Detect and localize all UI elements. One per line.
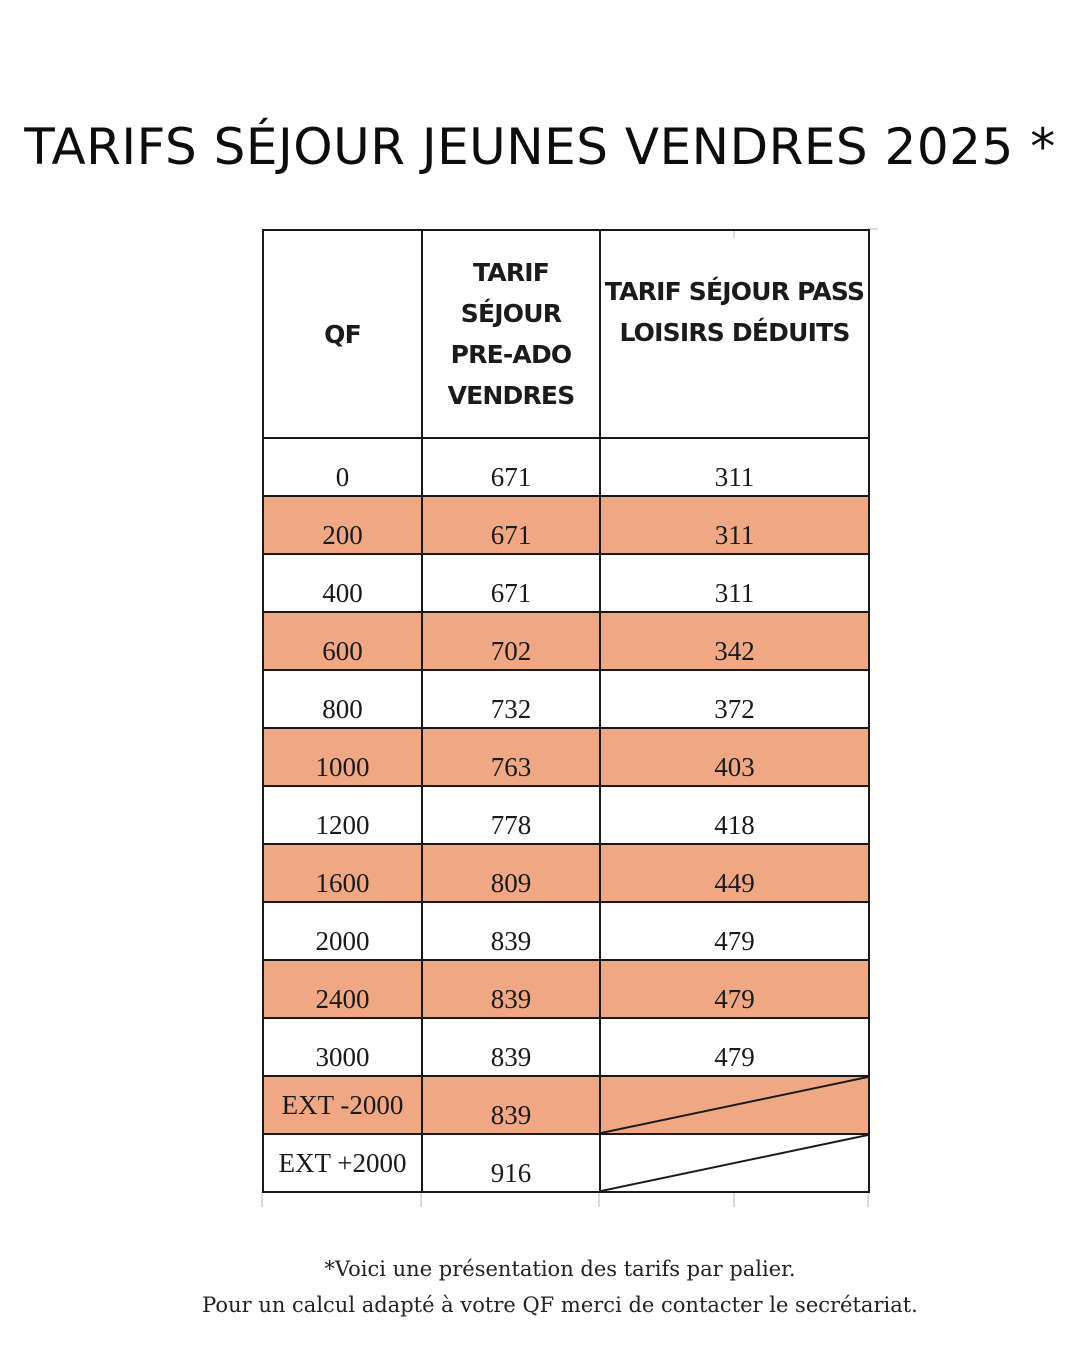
cell-qf: EXT +2000 xyxy=(263,1134,422,1192)
table-row xyxy=(263,438,869,496)
cell-qf: 2000 xyxy=(263,902,422,960)
table-row xyxy=(263,902,869,960)
table-row xyxy=(263,612,869,670)
cell-tarif: 839 xyxy=(422,960,600,1018)
cell-not-applicable xyxy=(600,1134,869,1192)
cell-qf: 400 xyxy=(263,554,422,612)
table-row xyxy=(263,844,869,902)
table-row xyxy=(263,1134,869,1192)
table-row xyxy=(263,670,869,728)
table-row xyxy=(263,554,869,612)
cell-pass-loisirs: 479 xyxy=(600,960,869,1018)
cell-pass-loisirs: 418 xyxy=(600,786,869,844)
table-row xyxy=(263,786,869,844)
cell-pass-loisirs: 403 xyxy=(600,728,869,786)
cell-pass-loisirs: 449 xyxy=(600,844,869,902)
cell-qf: 600 xyxy=(263,612,422,670)
cell-pass-loisirs: 479 xyxy=(600,902,869,960)
cell-tarif: 809 xyxy=(422,844,600,902)
cell-tarif: 916 xyxy=(422,1134,600,1192)
cell-qf: 800 xyxy=(263,670,422,728)
table-header-row xyxy=(263,230,869,438)
cell-tarif: 778 xyxy=(422,786,600,844)
cell-tarif: 839 xyxy=(422,902,600,960)
cell-qf: 3000 xyxy=(263,1018,422,1076)
cell-qf: 1600 xyxy=(263,844,422,902)
diagonal-strike xyxy=(601,1077,868,1133)
cell-pass-loisirs: 311 xyxy=(600,496,869,554)
table-row xyxy=(263,496,869,554)
cell-tarif: 763 xyxy=(422,728,600,786)
footnote-line-2: Pour un calcul adapté à votre QF merci de contacter le secrétariat. xyxy=(202,1293,918,1317)
cell-tarif: 671 xyxy=(422,496,600,554)
cell-pass-loisirs: 342 xyxy=(600,612,869,670)
table-row xyxy=(263,1076,869,1134)
cell-pass-loisirs: 479 xyxy=(600,1018,869,1076)
table-row xyxy=(263,728,869,786)
cell-qf: 2400 xyxy=(263,960,422,1018)
cell-tarif: 702 xyxy=(422,612,600,670)
cell-qf: 1200 xyxy=(263,786,422,844)
tarif-table xyxy=(262,229,870,1193)
cell-tarif: 671 xyxy=(422,554,600,612)
cell-pass-loisirs: 311 xyxy=(600,438,869,496)
header-tarif-sejour: TARIF SÉJOUR PRE-ADO VENDRES xyxy=(422,230,600,438)
cell-pass-loisirs: 372 xyxy=(600,670,869,728)
cell-qf: 1000 xyxy=(263,728,422,786)
footnote-line-1: *Voici une présentation des tarifs par palier. xyxy=(324,1257,796,1281)
diagonal-strike xyxy=(601,1135,868,1191)
cell-qf: EXT -2000 xyxy=(263,1076,422,1134)
cell-tarif: 671 xyxy=(422,438,600,496)
cell-qf: 0 xyxy=(263,438,422,496)
page-title: TARIFS SÉJOUR JEUNES VENDRES 2025 * xyxy=(24,118,1056,176)
cell-tarif: 732 xyxy=(422,670,600,728)
header-tarif-pass-loisirs: TARIF SÉJOUR PASS LOISIRS DÉDUITS xyxy=(600,230,869,438)
cell-pass-loisirs: 311 xyxy=(600,554,869,612)
cell-not-applicable xyxy=(600,1076,869,1134)
table-row xyxy=(263,960,869,1018)
cell-qf: 200 xyxy=(263,496,422,554)
cell-tarif: 839 xyxy=(422,1018,600,1076)
cell-tarif: 839 xyxy=(422,1076,600,1134)
header-qf: QF xyxy=(263,230,422,438)
table-row xyxy=(263,1018,869,1076)
